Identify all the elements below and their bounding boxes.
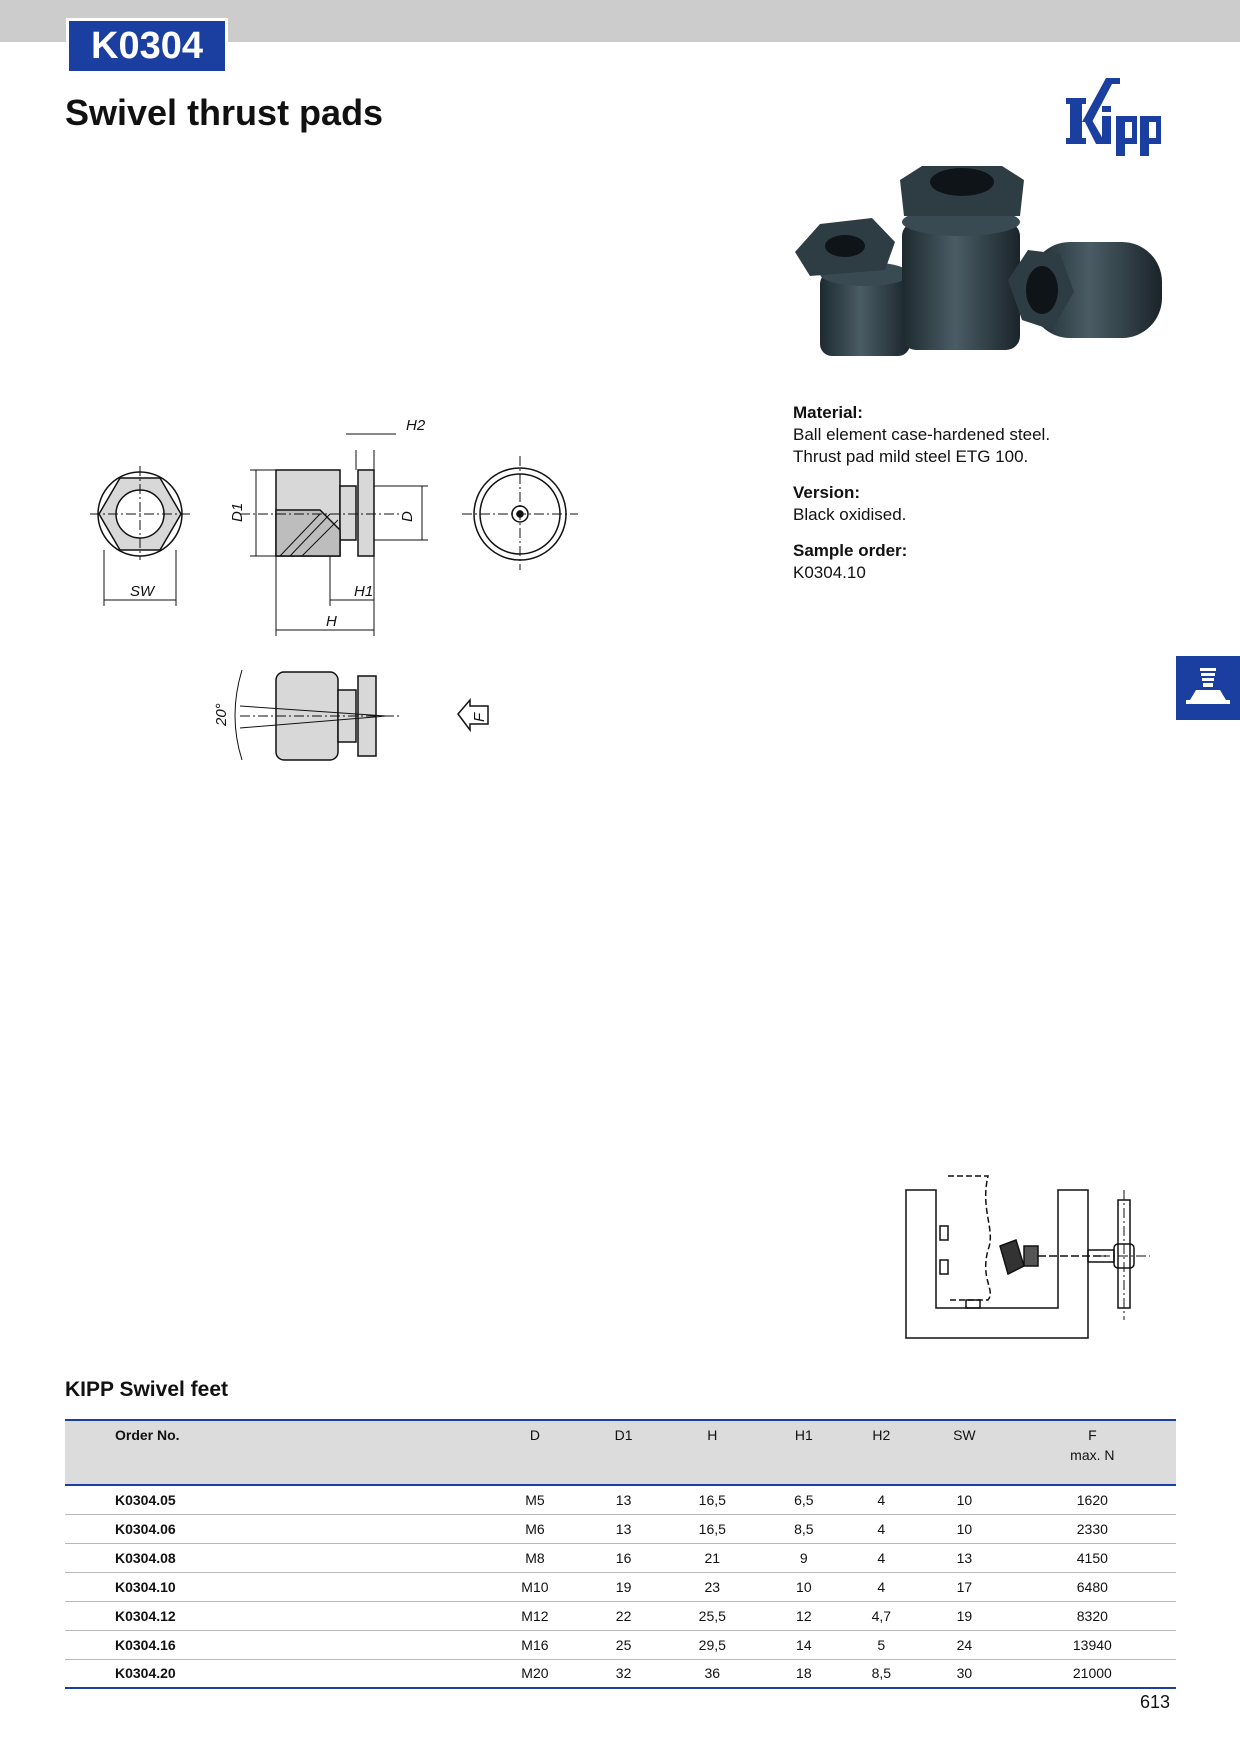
label-h2: H2 [406,417,426,434]
cell-h1: 10 [796,1578,812,1595]
cell-sw: 17 [956,1578,973,1595]
cell-h2: 4 [877,1578,886,1595]
cell-d1: 32 [615,1665,632,1682]
col-h1: H1 [794,1427,813,1443]
cell-order-no: K0304.10 [115,1578,176,1595]
cell-h2: 4,7 [871,1607,892,1624]
cell-order-no: K0304.06 [115,1520,176,1537]
cell-d1: 22 [615,1607,632,1624]
cell-d: M10 [521,1578,549,1595]
label-force: F [471,712,488,722]
material-label: Material: [793,403,863,422]
col-h2: H2 [872,1427,891,1443]
cell-h2: 8,5 [871,1665,892,1682]
kipp-logo [1066,72,1178,162]
table-row [65,1659,1176,1688]
cell-f: 1620 [1076,1491,1108,1508]
label-d1: D1 [229,502,246,522]
label-h1: H1 [354,583,374,600]
product-photo [790,162,1180,384]
cell-h1: 14 [796,1636,812,1653]
table-row [65,1630,1176,1659]
cell-sw: 13 [956,1549,973,1566]
cell-sw: 30 [956,1665,973,1682]
product-code-badge: K0304 [66,18,228,74]
col-f-unit: max. N [1070,1447,1115,1463]
cell-f: 2330 [1076,1520,1108,1537]
category-tab[interactable] [1176,656,1240,720]
cell-h: 36 [704,1665,721,1682]
cell-d1: 25 [615,1636,632,1653]
cell-f: 6480 [1076,1578,1108,1595]
version-value: Black oxidised. [793,505,907,524]
cell-order-no: K0304.20 [115,1665,176,1682]
table-row [65,1572,1176,1601]
table-row [65,1514,1176,1543]
sample-order-label: Sample order: [793,541,908,560]
table-title: KIPP Swivel feet [65,1378,229,1401]
cell-d1: 13 [615,1520,632,1537]
cell-d: M12 [521,1607,549,1624]
sample-order-value: K0304.10 [793,563,866,582]
dimensions-table [65,1419,1176,1689]
cell-d: M20 [521,1665,549,1682]
col-f-label: F [1088,1427,1097,1443]
cell-f: 8320 [1076,1607,1108,1624]
col-d1: D1 [614,1427,633,1443]
col-sw: SW [953,1427,976,1443]
cell-h1: 6,5 [794,1491,814,1508]
cell-h2: 5 [877,1636,886,1653]
page-number: 613 [1140,1692,1171,1712]
cell-h1: 12 [796,1607,812,1624]
table-header-row [65,1420,1176,1485]
cell-h: 23 [704,1578,721,1595]
cell-f: 4150 [1076,1549,1108,1566]
cell-h: 29,5 [698,1636,726,1653]
cell-d1: 19 [615,1578,632,1595]
cell-order-no: K0304.12 [115,1607,176,1624]
cell-h2: 4 [877,1491,886,1508]
material-group [793,402,1153,468]
sample-order-group [793,540,1153,584]
cell-d: M6 [525,1520,545,1537]
technical-drawings [90,410,610,780]
material-line-2: Thrust pad mild steel ETG 100. [793,447,1029,466]
table-row [65,1485,1176,1514]
cell-h: 21 [704,1549,721,1566]
label-angle: 20° [213,703,230,726]
cell-sw: 24 [956,1636,973,1653]
version-label: Version: [793,483,861,502]
label-h: H [326,613,337,630]
cell-sw: 19 [956,1607,973,1624]
cell-h: 16,5 [698,1491,726,1508]
cell-sw: 10 [956,1520,973,1537]
cell-f: 13940 [1072,1636,1112,1653]
table-row [65,1601,1176,1630]
table-row [65,1543,1176,1572]
cell-d1: 16 [615,1549,632,1566]
cell-sw: 10 [956,1491,973,1508]
label-d: D [399,511,416,522]
specifications [793,402,1153,598]
cell-d: M16 [521,1636,549,1653]
page-title: Swivel thrust pads [65,92,384,133]
cell-h2: 4 [877,1549,886,1566]
cell-order-no: K0304.05 [115,1491,176,1508]
label-sw: SW [130,583,155,600]
cell-h: 16,5 [698,1520,726,1537]
cell-d: M5 [525,1491,545,1508]
col-d: D [529,1427,540,1443]
levelling-foot-icon [1176,656,1240,720]
cell-h1: 18 [796,1665,812,1682]
material-line-1: Ball element case-hardened steel. [793,425,1051,444]
col-h: H [707,1427,718,1443]
version-group [793,482,1153,526]
col-order-no: Order No. [115,1427,180,1443]
col-f [1009,1420,1176,1485]
cell-h1: 9 [799,1549,808,1566]
cell-h: 25,5 [698,1607,726,1624]
cell-order-no: K0304.08 [115,1549,176,1566]
cell-order-no: K0304.16 [115,1636,176,1653]
cell-f: 21000 [1072,1665,1112,1682]
cell-d1: 13 [615,1491,632,1508]
cell-h1: 8,5 [794,1520,814,1537]
cell-d: M8 [525,1549,545,1566]
cell-h2: 4 [877,1520,886,1537]
assembly-diagram [900,1170,1170,1344]
